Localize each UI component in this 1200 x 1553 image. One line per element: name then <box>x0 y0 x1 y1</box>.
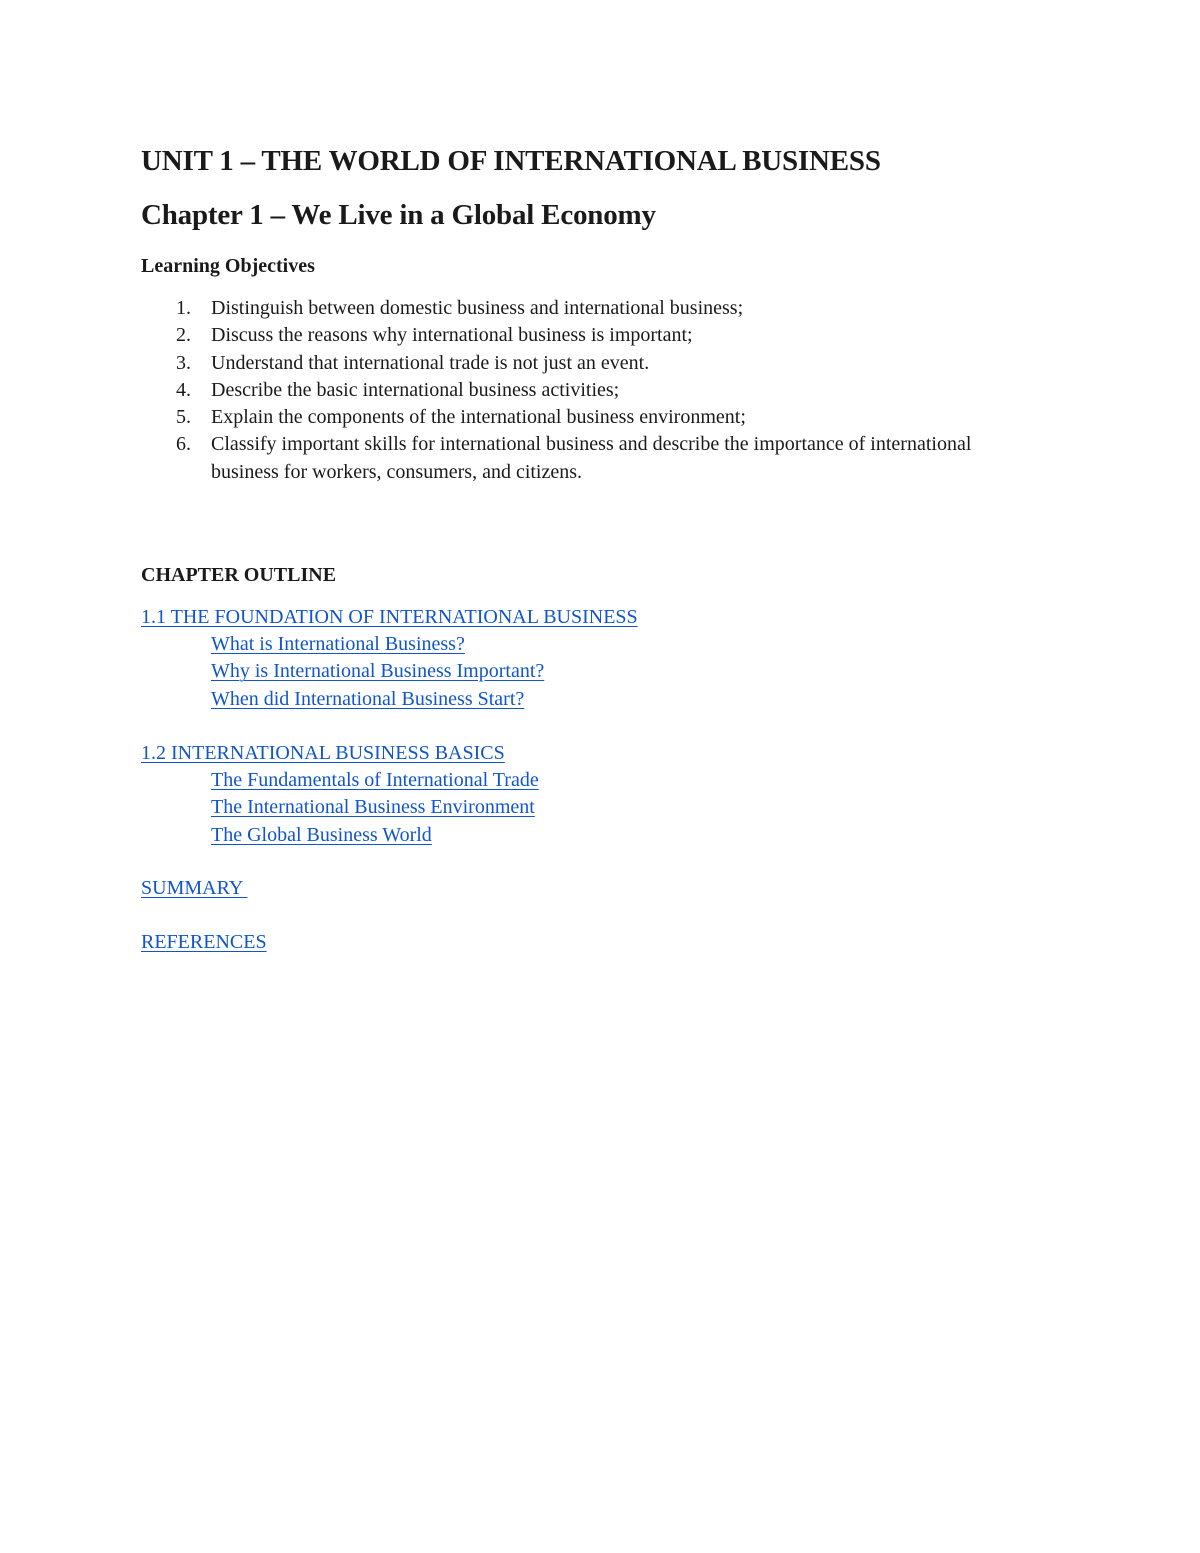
objective-number: 3. <box>176 351 191 374</box>
outline-subsection-link[interactable]: The International Business Environment <box>211 796 535 819</box>
objective-item <box>141 350 1021 377</box>
outline-subsection-link[interactable]: When did International Business Start? <box>211 687 525 710</box>
outline-section <box>141 604 1021 713</box>
learning-objectives-heading: Learning Objectives <box>141 255 315 277</box>
chapter-outline-heading: CHAPTER OUTLINE <box>141 564 337 587</box>
objective-item <box>141 295 1021 322</box>
objective-item <box>141 431 1021 486</box>
outline-subsection-link[interactable]: What is International Business? <box>211 633 465 656</box>
document-body <box>141 140 1021 956</box>
outline-subsection-link[interactable]: The Global Business World <box>211 823 432 846</box>
objective-item <box>141 404 1021 431</box>
outline-section <box>141 740 1021 849</box>
summary-link[interactable]: SUMMARY <box>141 876 248 899</box>
outline-subsection-link[interactable]: Why is International Business Important? <box>211 660 545 683</box>
references-link[interactable]: REFERENCES <box>141 930 267 953</box>
unit-title: UNIT 1 – THE WORLD OF INTERNATIONAL BUSINESS <box>141 145 881 177</box>
objective-text: Describe the basic international business activities; <box>211 378 620 401</box>
objective-item <box>141 377 1021 404</box>
objective-number: 5. <box>176 406 191 429</box>
chapter-title: Chapter 1 – We Live in a Global Economy <box>141 199 656 231</box>
objective-number: 4. <box>176 378 191 401</box>
learning-objectives-list <box>141 295 1021 486</box>
objective-text: Explain the components of the international business environment; <box>211 406 746 429</box>
objective-number: 1. <box>176 297 191 319</box>
objective-text: Discuss the reasons why international business is important; <box>211 324 693 347</box>
objective-item <box>141 322 1021 349</box>
outline-section-link[interactable]: 1.2 INTERNATIONAL BUSINESS BASICS <box>141 741 505 764</box>
objective-text: Distinguish between domestic business and international business; <box>211 297 744 319</box>
objective-number: 6. <box>176 433 191 456</box>
outline-subsection-link[interactable]: The Fundamentals of International Trade <box>211 769 539 792</box>
objective-number: 2. <box>176 324 191 347</box>
objective-text: Classify important skills for international business and describe the importance of international business for workers, consumers, and citizens. <box>211 433 972 483</box>
outline-section-link[interactable]: 1.1 THE FOUNDATION OF INTERNATIONAL BUSINESS <box>141 606 638 629</box>
objective-text: Understand that international trade is not just an event. <box>211 351 650 374</box>
